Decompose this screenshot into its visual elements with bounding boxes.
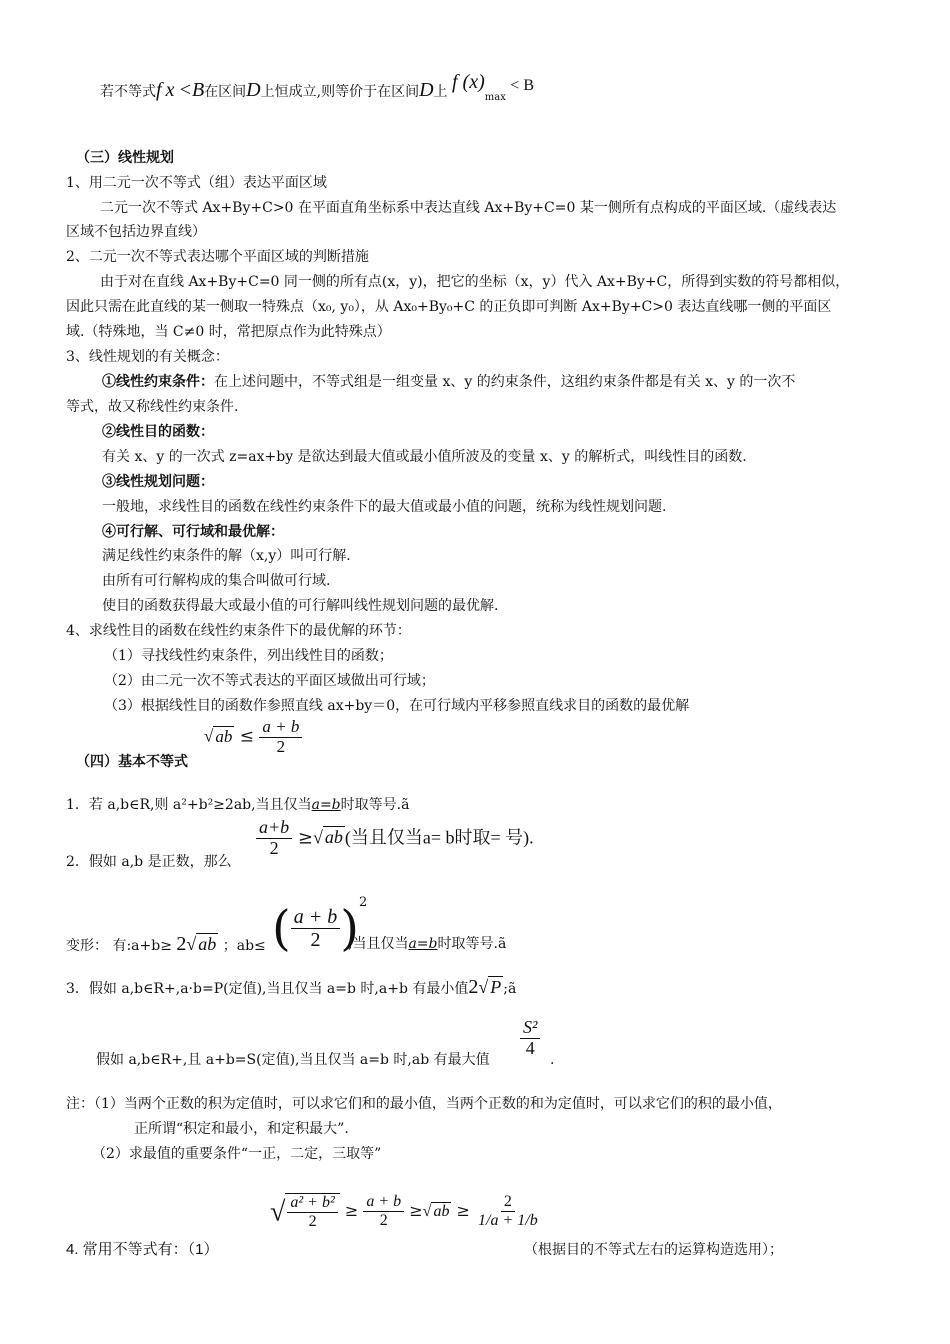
fraction bbox=[475, 1193, 541, 1229]
text: 时取等号.ã bbox=[340, 797, 410, 813]
math: <B bbox=[178, 79, 205, 101]
text: 上恒成立,则等价于在区间 bbox=[260, 84, 420, 100]
numerator: S² bbox=[520, 1018, 540, 1039]
math: D bbox=[246, 79, 261, 101]
math: f (x) bbox=[451, 71, 485, 93]
radicand: ab bbox=[198, 934, 217, 954]
step-2: （2）由二元一次不等式表达的平面区域做出可行域； bbox=[104, 673, 435, 689]
note-1: 注：（1）当两个正数的积为定值时，可以求它们和的最小值，当两个正数的和为定值时，可以求它们的积的最小值， bbox=[66, 1096, 782, 1112]
radicand: ab bbox=[324, 827, 343, 848]
numerator: a² + b² bbox=[287, 1194, 337, 1213]
denominator: 2 bbox=[269, 837, 279, 858]
point-3b-fraction bbox=[520, 1018, 540, 1059]
concept-1-text: 等式，故又称线性约束条件. bbox=[66, 399, 239, 415]
text: 1．若 a,b∈R,则 a²+b²≥2ab,当且仅当 bbox=[66, 797, 312, 813]
concept-2-text: 有关 x、y 的一次式 z=ax+by 是欲达到最大值或最小值所波及的变量 x、y 的解析式，叫线性目的函数. bbox=[102, 449, 747, 465]
concept-3-text: 一般地，求线性目的函数在线性约束条件下的最大值或最小值的问题，统称为线性规划问题. bbox=[102, 499, 667, 515]
text: 变形： 有:a+b≥ bbox=[66, 938, 172, 954]
denominator: 1/a + 1/b bbox=[478, 1211, 538, 1229]
title-formula bbox=[204, 718, 302, 756]
note-2: （2）求最值的重要条件“一正，二定，三取等” bbox=[92, 1146, 382, 1162]
concept-4-text: 使目的函数获得最大或最小值的可行解叫线性规划问题的最优解. bbox=[102, 598, 499, 614]
operator: ≥ bbox=[297, 827, 313, 849]
text: 在上述问题中，不等式组是一组变量 x、y 的约束条件，这组约束条件都是有关 x、y 的一次不 bbox=[214, 374, 796, 390]
math: < B bbox=[510, 77, 534, 94]
radicand: ab bbox=[215, 726, 233, 746]
text: (当且仅当a= b时取= 号). bbox=[344, 827, 534, 848]
radicand: ab bbox=[433, 1202, 450, 1220]
item-1-text: 二元一次不等式 Ax+By+C>0 在平面直角坐标系中表达直线 Ax+By+C=0 某一侧所有点构成的平面区域.（虚线表达 bbox=[100, 200, 837, 216]
item-4: 4、求线性目的函数在线性约束条件下的最优解的环节： bbox=[66, 623, 411, 639]
denominator: 2 bbox=[310, 929, 321, 951]
math: D bbox=[419, 79, 434, 101]
sqrt: √ P bbox=[478, 977, 502, 997]
math: max bbox=[484, 91, 506, 103]
concept-4-label: ④可行解、可行域和最优解： bbox=[102, 524, 284, 540]
sqrt: √ ab bbox=[204, 726, 233, 746]
fraction bbox=[291, 906, 341, 951]
denominator: 2 bbox=[276, 736, 286, 756]
line-0 bbox=[100, 71, 534, 108]
point-4 bbox=[66, 1240, 219, 1260]
text: 在区间 bbox=[204, 84, 247, 100]
numerator: a+b bbox=[256, 818, 292, 839]
denominator: 2 bbox=[379, 1211, 388, 1229]
concept-4-text: 满足线性约束条件的解（x,y）叫可行解. bbox=[102, 548, 351, 564]
math: f bbox=[156, 79, 162, 101]
note-1-b: 正所谓“积定和最小，和定积最大”. bbox=[134, 1121, 349, 1137]
sqrt: √ ab bbox=[422, 1202, 450, 1220]
item-1-text: 区域不包括边界直线） bbox=[66, 224, 206, 240]
item-2: 2、二元一次不等式表达哪个平面区域的判断措施 bbox=[66, 249, 369, 265]
point-3b-post: . bbox=[550, 1052, 555, 1068]
step-3: （3）根据线性目的函数作参照直线 ax+by＝0，在可行域内平移参照直线求目的函数的最优解 bbox=[104, 698, 690, 714]
fraction bbox=[520, 1018, 540, 1059]
denominator: 2 bbox=[308, 1212, 317, 1230]
text: ,当且仅当 bbox=[348, 936, 409, 952]
variant bbox=[66, 934, 266, 956]
sqrt: √ $\frac{\text{a² + b²}}{2}$ bbox=[270, 1203, 340, 1220]
numerator: a + b bbox=[259, 718, 302, 738]
numerator: a + b bbox=[363, 1193, 404, 1212]
numerator: 2 bbox=[501, 1193, 515, 1212]
text: 若不等式 bbox=[100, 84, 156, 100]
denominator: 4 bbox=[525, 1037, 535, 1058]
item-2-text: 由于对在直线 Ax+By+C=0 同一侧的所有点(x，y)，把它的坐标（x，y）代入 Ax+By+C，所得到实数的符号都相似， bbox=[100, 274, 850, 290]
text: ;ã bbox=[503, 981, 517, 997]
math: x bbox=[165, 79, 175, 101]
sqrt: √ ab bbox=[312, 827, 343, 848]
paren: ) bbox=[340, 900, 359, 957]
item-2-text: 域.（特殊地，当 C≠0 时，常把原点作为此特殊点） bbox=[66, 324, 391, 340]
point-4-formula bbox=[270, 1193, 541, 1230]
point-1 bbox=[66, 795, 409, 815]
label: 4. 常用不等式有：（1） bbox=[66, 1241, 219, 1258]
item-2-text: 因此只需在此直线的某一侧取一特殊点（x₀, y₀），从 Ax₀+By₀+C 的正负即可判断 Ax+By+C>0 表达直线哪一侧的平面区 bbox=[66, 299, 832, 315]
numerator: a + b bbox=[291, 906, 341, 929]
operator: ≥ bbox=[409, 1200, 423, 1220]
point-2: 2．假如 a,b 是正数，那么 bbox=[66, 854, 232, 870]
concept-1 bbox=[102, 372, 795, 392]
text: 时取等号.ã bbox=[437, 936, 507, 952]
item-1: 1、用二元一次不等式（组）表达平面区域 bbox=[66, 175, 327, 191]
operator: ≤ bbox=[239, 726, 254, 747]
fraction bbox=[287, 1194, 337, 1230]
concept-2-label: ②线性目的函数： bbox=[102, 424, 214, 440]
sqrt: √ ab bbox=[186, 934, 217, 954]
text: 3．假如 a,b∈R+,a·b=P(定值),当且仅当 a=b 时,a+b 有最小值 bbox=[66, 981, 469, 997]
fraction bbox=[256, 818, 292, 859]
fraction bbox=[363, 1193, 404, 1229]
radicand: P bbox=[490, 977, 502, 997]
text: ；ab≤ bbox=[222, 938, 266, 954]
point-2-formula bbox=[256, 818, 534, 859]
label: ①线性约束条件： bbox=[102, 374, 214, 390]
section-4-title: （四）基本不等式 bbox=[76, 754, 188, 770]
exponent: 2 bbox=[358, 895, 368, 910]
math: a=b bbox=[311, 797, 341, 813]
text: 上 bbox=[433, 84, 448, 100]
item-3: 3、线性规划的有关概念： bbox=[66, 349, 229, 365]
fraction bbox=[259, 718, 302, 756]
concept-4-text: 由所有可行解构成的集合叫做可行域. bbox=[102, 573, 331, 589]
math: 2 bbox=[468, 976, 479, 998]
operator: ≥ bbox=[456, 1200, 470, 1220]
math: 2 bbox=[176, 933, 187, 955]
point-3b: 假如 a,b∈R+,且 a+b=S(定值),当且仅当 a=b 时,ab 有最大值 bbox=[96, 1052, 490, 1068]
point-4-post: （根据目的不等式左右的运算构造选用）； bbox=[524, 1242, 783, 1258]
concept-3-label: ③线性规划问题： bbox=[102, 474, 214, 490]
math: a=b bbox=[408, 936, 438, 952]
paren: ( bbox=[272, 900, 291, 957]
operator: ≥ bbox=[344, 1200, 359, 1220]
variant-tail bbox=[348, 934, 506, 954]
step-1: （1）寻找线性约束条件，列出线性目的函数； bbox=[104, 648, 393, 664]
section-3-title: （三）线性规划 bbox=[76, 150, 174, 166]
point-3 bbox=[66, 977, 516, 999]
